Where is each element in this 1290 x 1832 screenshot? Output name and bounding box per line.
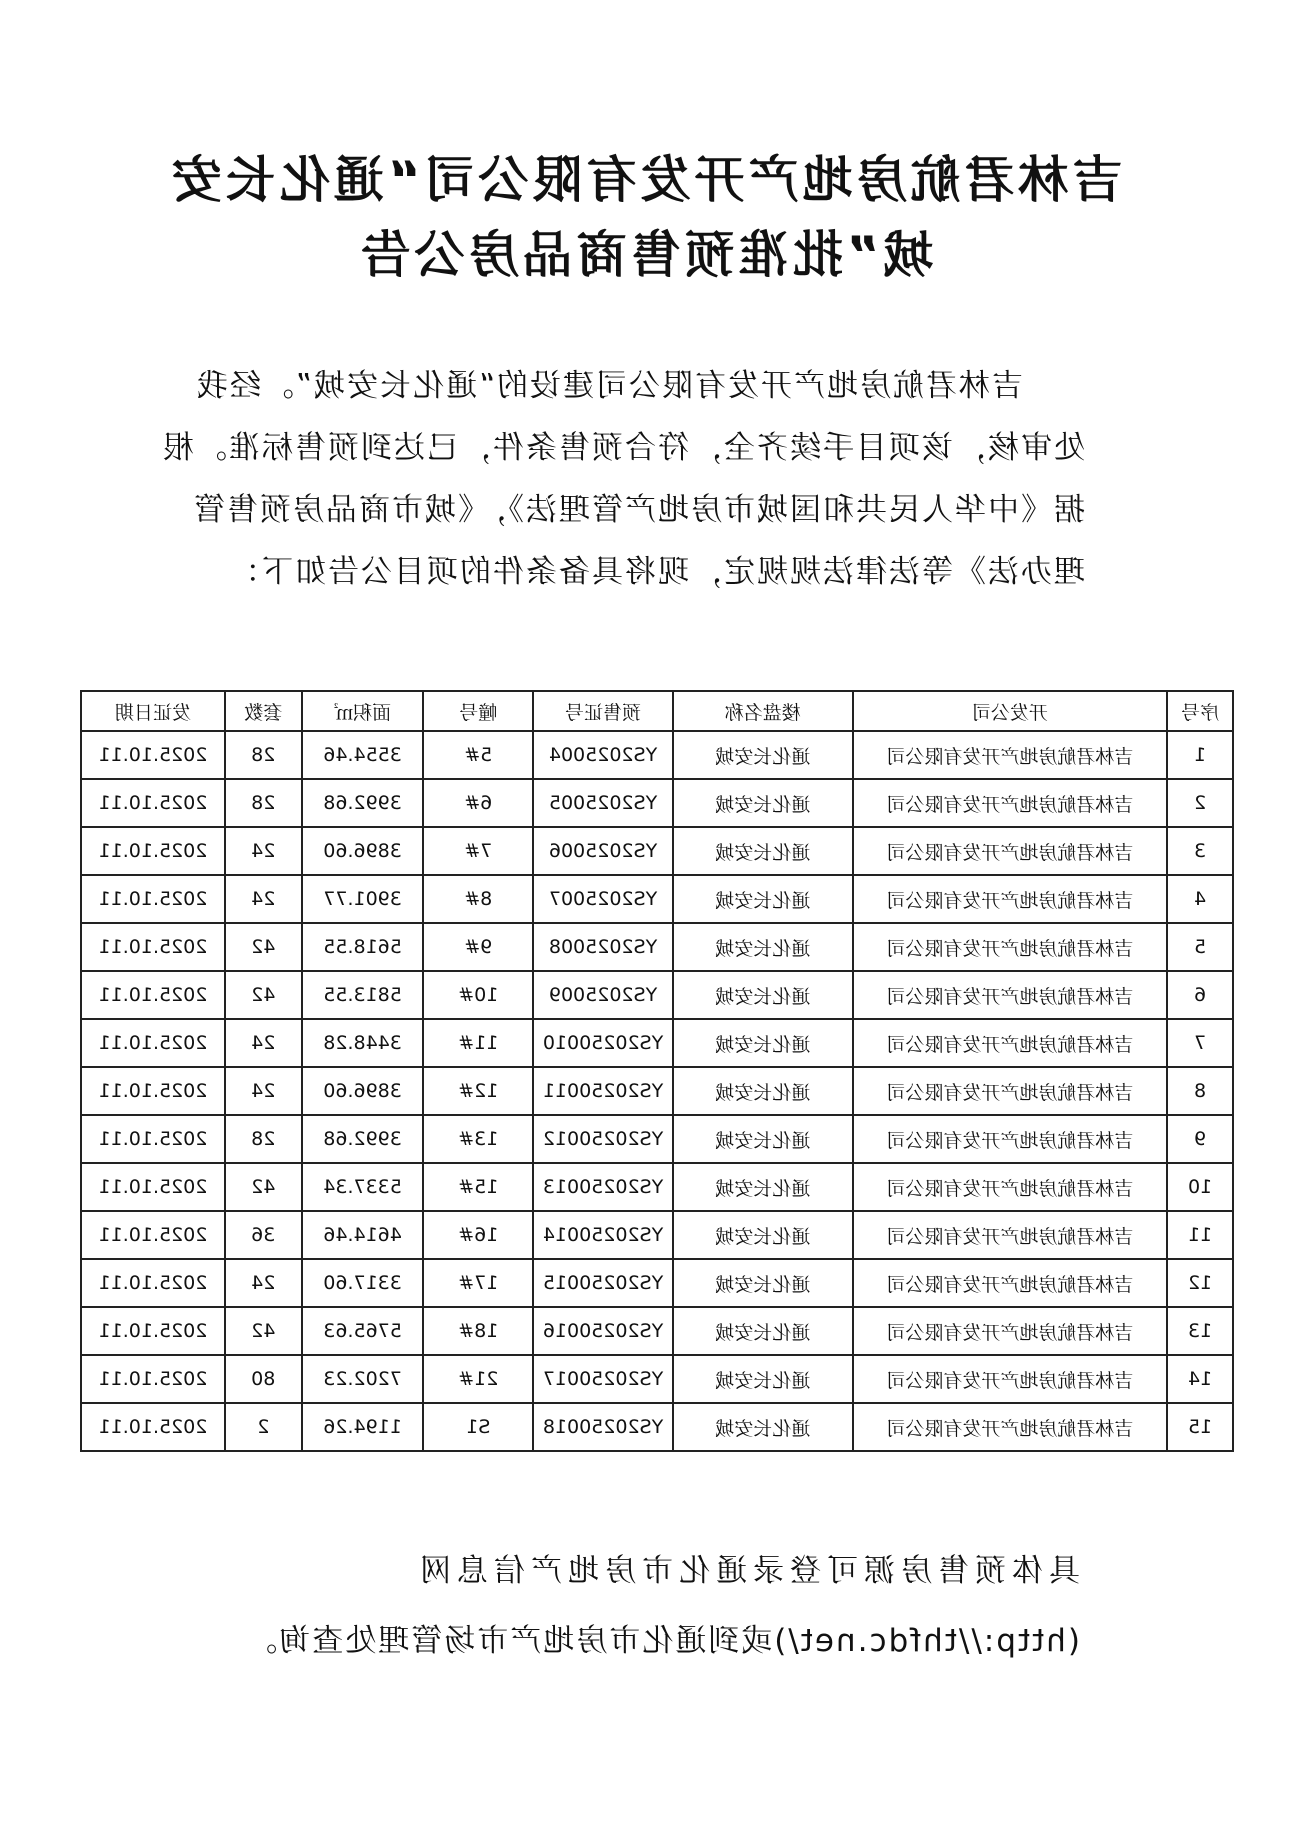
cell-building: 10# xyxy=(423,971,533,1019)
cell-permit: YS20250011 xyxy=(533,1067,673,1115)
cell-project: 通化长安城 xyxy=(673,779,853,827)
cell-area: 5813.55 xyxy=(302,971,424,1019)
cell-date: 2025.10.11 xyxy=(81,923,225,971)
cell-permit: YS20250015 xyxy=(533,1259,673,1307)
header-developer: 开发公司 xyxy=(853,691,1168,731)
table-row xyxy=(81,1067,1233,1115)
cell-permit: YS20250018 xyxy=(533,1403,673,1451)
cell-permit: YS20250016 xyxy=(533,1307,673,1355)
footer-line1: 具体预售房源可登录通化市房地产信息网 xyxy=(414,1553,1080,1589)
cell-building: 11# xyxy=(423,1019,533,1067)
cell-area: 5765.63 xyxy=(302,1307,424,1355)
cell-project: 通化长安城 xyxy=(673,875,853,923)
cell-project: 通化长安城 xyxy=(673,1211,853,1259)
cell-units: 28 xyxy=(225,731,302,779)
cell-developer: 吉林君航房地产开发有限公司 xyxy=(853,875,1168,923)
cell-project: 通化长安城 xyxy=(673,1019,853,1067)
cell-seq: 10 xyxy=(1167,1163,1233,1211)
cell-project: 通化长安城 xyxy=(673,1307,853,1355)
cell-units: 2 xyxy=(225,1403,302,1451)
cell-developer: 吉林君航房地产开发有限公司 xyxy=(853,1163,1168,1211)
cell-date: 2025.10.11 xyxy=(81,1019,225,1067)
cell-permit: YS2025009 xyxy=(533,971,673,1019)
cell-project: 通化长安城 xyxy=(673,1115,853,1163)
cell-seq: 6 xyxy=(1167,971,1233,1019)
cell-area: 4614.46 xyxy=(302,1211,424,1259)
header-units: 套数 xyxy=(225,691,302,731)
cell-seq: 2 xyxy=(1167,779,1233,827)
cell-date: 2025.10.11 xyxy=(81,1115,225,1163)
table-row xyxy=(81,1355,1233,1403)
table-row xyxy=(81,779,1233,827)
intro-line-3: 据《中华人民共和国城市房地产管理法》，《城市商品房预售管 xyxy=(192,492,1085,528)
cell-date: 2025.10.11 xyxy=(81,1355,225,1403)
cell-seq: 8 xyxy=(1167,1067,1233,1115)
cell-area: 3901.77 xyxy=(302,875,424,923)
cell-building: 18# xyxy=(423,1307,533,1355)
cell-developer: 吉林君航房地产开发有限公司 xyxy=(853,1211,1168,1259)
table-row xyxy=(81,731,1233,779)
cell-developer: 吉林君航房地产开发有限公司 xyxy=(853,1355,1168,1403)
table-row xyxy=(81,1115,1233,1163)
cell-building: 17# xyxy=(423,1259,533,1307)
cell-date: 2025.10.11 xyxy=(81,731,225,779)
cell-building: 21# xyxy=(423,1355,533,1403)
table-row xyxy=(81,1307,1233,1355)
table-row xyxy=(81,1403,1233,1451)
cell-units: 42 xyxy=(225,1307,302,1355)
table-row xyxy=(81,1259,1233,1307)
cell-area: 5618.55 xyxy=(302,923,424,971)
cell-developer: 吉林君航房地产开发有限公司 xyxy=(853,1403,1168,1451)
table-row xyxy=(81,827,1233,875)
cell-area: 3896.60 xyxy=(302,1067,424,1115)
header-building: 幢号 xyxy=(423,691,533,731)
cell-seq: 1 xyxy=(1167,731,1233,779)
cell-developer: 吉林君航房地产开发有限公司 xyxy=(853,1115,1168,1163)
cell-building: 7# xyxy=(423,827,533,875)
cell-units: 42 xyxy=(225,923,302,971)
cell-seq: 15 xyxy=(1167,1403,1233,1451)
cell-building: 6# xyxy=(423,779,533,827)
header-project: 楼盘名称 xyxy=(673,691,853,731)
cell-date: 2025.10.11 xyxy=(81,827,225,875)
cell-seq: 13 xyxy=(1167,1307,1233,1355)
intro-line-2: 处审核，该项目手续齐全，符合预售条件，已达到预售标准。根 xyxy=(161,430,1085,466)
cell-units: 28 xyxy=(225,1115,302,1163)
cell-permit: YS20250017 xyxy=(533,1355,673,1403)
notice-title-line2: 城”批准预售商品房公告 xyxy=(356,226,934,284)
cell-permit: YS20250013 xyxy=(533,1163,673,1211)
cell-building: 13# xyxy=(423,1115,533,1163)
cell-project: 通化长安城 xyxy=(673,1067,853,1115)
cell-units: 24 xyxy=(225,875,302,923)
cell-developer: 吉林君航房地产开发有限公司 xyxy=(853,1067,1168,1115)
cell-units: 42 xyxy=(225,971,302,1019)
cell-building: 8# xyxy=(423,875,533,923)
cell-area: 3992.68 xyxy=(302,779,424,827)
cell-seq: 12 xyxy=(1167,1259,1233,1307)
cell-date: 2025.10.11 xyxy=(81,1307,225,1355)
cell-building: 16# xyxy=(423,1211,533,1259)
cell-permit: YS2025006 xyxy=(533,827,673,875)
cell-project: 通化长安城 xyxy=(673,731,853,779)
cell-building: 15# xyxy=(423,1163,533,1211)
cell-units: 36 xyxy=(225,1211,302,1259)
cell-date: 2025.10.11 xyxy=(81,1163,225,1211)
cell-seq: 5 xyxy=(1167,923,1233,971)
presale-table xyxy=(80,690,1234,1452)
cell-area: 3992.68 xyxy=(302,1115,424,1163)
cell-project: 通化长安城 xyxy=(673,1403,853,1451)
cell-seq: 7 xyxy=(1167,1019,1233,1067)
cell-developer: 吉林君航房地产开发有限公司 xyxy=(853,1019,1168,1067)
cell-units: 80 xyxy=(225,1355,302,1403)
cell-developer: 吉林君航房地产开发有限公司 xyxy=(853,779,1168,827)
cell-building: 9# xyxy=(423,923,533,971)
cell-area: 3448.28 xyxy=(302,1019,424,1067)
cell-date: 2025.10.11 xyxy=(81,875,225,923)
cell-seq: 4 xyxy=(1167,875,1233,923)
cell-permit: YS2025007 xyxy=(533,875,673,923)
cell-developer: 吉林君航房地产开发有限公司 xyxy=(853,1307,1168,1355)
cell-date: 2025.10.11 xyxy=(81,779,225,827)
cell-project: 通化长安城 xyxy=(673,827,853,875)
cell-date: 2025.10.11 xyxy=(81,1067,225,1115)
table-row xyxy=(81,1019,1233,1067)
cell-seq: 3 xyxy=(1167,827,1233,875)
cell-permit: YS20250014 xyxy=(533,1211,673,1259)
notice-title-line1: 吉林君航房地产开发有限公司“通化长安 xyxy=(167,151,1123,209)
cell-developer: 吉林君航房地产开发有限公司 xyxy=(853,827,1168,875)
cell-date: 2025.10.11 xyxy=(81,1259,225,1307)
cell-developer: 吉林君航房地产开发有限公司 xyxy=(853,923,1168,971)
intro-line-1: 吉林君航房地产开发有限公司建设的“通化长安城”。经我 xyxy=(194,368,1023,404)
cell-developer: 吉林君航房地产开发有限公司 xyxy=(853,1259,1168,1307)
header-permit: 预售证号 xyxy=(533,691,673,731)
cell-area: 1194.26 xyxy=(302,1403,424,1451)
cell-units: 28 xyxy=(225,779,302,827)
table-row xyxy=(81,875,1233,923)
header-area: 面积㎡ xyxy=(302,691,424,731)
table-row xyxy=(81,1163,1233,1211)
intro-line-4: 理办法》等法律法规规定，现将具备条件的项目公告如下： xyxy=(227,554,1085,590)
cell-units: 24 xyxy=(225,1019,302,1067)
cell-area: 7202.23 xyxy=(302,1355,424,1403)
cell-units: 42 xyxy=(225,1163,302,1211)
cell-project: 通化长安城 xyxy=(673,1355,853,1403)
cell-area: 5337.34 xyxy=(302,1163,424,1211)
cell-units: 24 xyxy=(225,827,302,875)
cell-building: S1 xyxy=(423,1403,533,1451)
cell-developer: 吉林君航房地产开发有限公司 xyxy=(853,971,1168,1019)
cell-units: 24 xyxy=(225,1259,302,1307)
cell-date: 2025.10.11 xyxy=(81,1211,225,1259)
cell-date: 2025.10.11 xyxy=(81,1403,225,1451)
intro-paragraph xyxy=(155,355,1085,603)
cell-project: 通化长安城 xyxy=(673,923,853,971)
cell-area: 3317.60 xyxy=(302,1259,424,1307)
cell-permit: YS20250012 xyxy=(533,1115,673,1163)
table-header-row xyxy=(81,691,1233,731)
cell-permit: YS2025004 xyxy=(533,731,673,779)
cell-area: 3554.46 xyxy=(302,731,424,779)
footer-line2: (http://thfdc.net/)或到通化市房地产市场管理处查询。 xyxy=(244,1623,1080,1659)
cell-seq: 9 xyxy=(1167,1115,1233,1163)
cell-permit: YS2025005 xyxy=(533,779,673,827)
cell-seq: 14 xyxy=(1167,1355,1233,1403)
cell-seq: 11 xyxy=(1167,1211,1233,1259)
table-row xyxy=(81,971,1233,1019)
cell-project: 通化长安城 xyxy=(673,971,853,1019)
cell-project: 通化长安城 xyxy=(673,1259,853,1307)
cell-permit: YS2025008 xyxy=(533,923,673,971)
header-date: 发证日期 xyxy=(81,691,225,731)
cell-date: 2025.10.11 xyxy=(81,971,225,1019)
cell-project: 通化长安城 xyxy=(673,1163,853,1211)
cell-units: 24 xyxy=(225,1067,302,1115)
cell-area: 3896.60 xyxy=(302,827,424,875)
cell-building: 12# xyxy=(423,1067,533,1115)
table-row xyxy=(81,923,1233,971)
cell-building: 5# xyxy=(423,731,533,779)
cell-permit: YS20250010 xyxy=(533,1019,673,1067)
table-row xyxy=(81,1211,1233,1259)
cell-developer: 吉林君航房地产开发有限公司 xyxy=(853,731,1168,779)
header-seq: 序号 xyxy=(1167,691,1233,731)
